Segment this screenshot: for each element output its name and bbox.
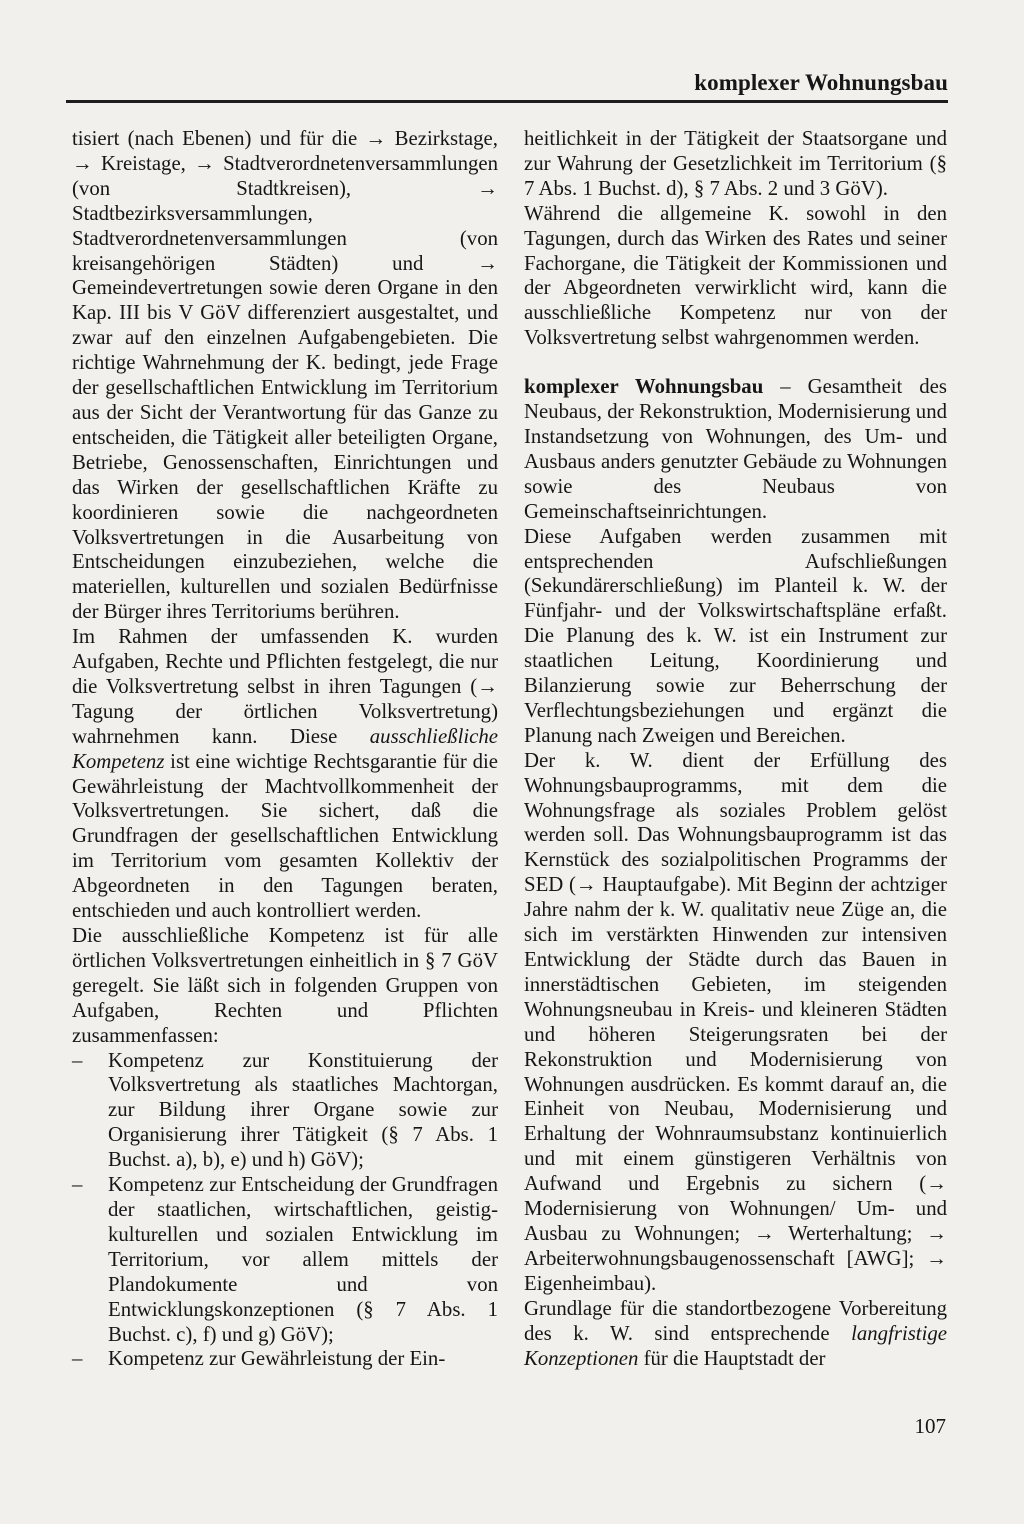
paragraph xyxy=(72,625,498,924)
list-item-text: Kompetenz zur Konstituierung der Volksvertretung als staatliches Machtorgan, zur Bildung ihrer Organe sowie zur Organisierung ihrer Tätigkeit (§ 7 Abs. 1 Buchst. a), b), e) und h) GöV); xyxy=(108,1048,498,1172)
text-run: für die Hauptstadt der xyxy=(638,1346,826,1370)
entry-term: komplexer Wohnungsbau xyxy=(524,375,764,399)
dictionary-entry xyxy=(524,375,947,524)
paragraph: tisiert (nach Ebenen) und für die → Bezirkstage, → Kreistage, → Stadtverordnetenversammlungen (von Stadtkreisen), → Stadtbezirksversammlungen, Stadtverordnetenversammlungen (von kreisangehörigen Städten) und → Gemeindevertretungen sowie deren Organe in den Kap. III bis V GöV differenziert ausgestaltet, und zwar auf den einzelnen Aufgabengebieten. Die richtige Wahrnehmung der K. bedingt, jede Frage der gesellschaftlichen Entwicklung im Territorium aus der Sicht der Verantwortung für das Ganze zu entscheiden, die Tätigkeit aller beteiligten Organe, Betriebe, Genossenschaften, Einrichtungen und das Wirken der gesellschaftlichen Kräfte zu koordinieren sowie die nachgeordneten Volksvertretungen in die Ausarbeitung von Entscheidungen einzubeziehen, welche die materiellen, kulturellen und sozialen Bedürfnisse der Bürger ihres Territoriums berühren. xyxy=(72,127,498,624)
page-header xyxy=(66,66,948,103)
list-item-text: Kompetenz zur Entscheidung der Grundfragen der staatlichen, wirtschaftlichen, geistig-kulturellen und sozialen Entwicklung im Territorium, vor allem mittels der Plandokumente und von Entwicklungskonzeptionen (§ 7 Abs. 1 Buchst. c), f) und g) GöV); xyxy=(108,1173,498,1346)
left-column xyxy=(72,127,498,1372)
dash-bullet: – xyxy=(72,1048,83,1072)
list-item xyxy=(72,1173,498,1347)
italic-term: ausschließliche Kompetenz xyxy=(72,724,498,773)
page-number: 107 xyxy=(914,1414,946,1438)
paragraph: Der k. W. dient der Erfüllung des Wohnungsbauprogramms, mit dem die Wohnungsfrage als soziales Problem gelöst werden soll. Das Wohnungsbauprogramm ist das Kernstück des sozialpolitischen Programms der SED (→ Hauptaufgabe). Mit Beginn der achtziger Jahre nahm der k. W. qualitativ neue Züge an, die sich im verstärkten Hinwenden zur intensiven Entwicklung der Städte durch das Bauen in innerstädtischen Gebieten, im steigenden Wohnungsneubau in Kreis- und kleineren Städten und höheren Steigerungsraten bei der Rekonstruktion und Modernisierung von Wohnungen ausdrücken. Es kommt darauf an, die Einheit von Neubau, Modernisierung und Erhaltung der Wohnraumsubstanz kontinuierlich und mit einem günstigeren Verhältnis von Aufwand und Ergebnis zu sichern (→ Modernisierung von Wohnungen/ Um- und Ausbau zu Wohnungen; → Werterhaltung; → Arbeiterwohnungsbaugenossenschaft [AWG]; → Eigenheimbau). xyxy=(524,748,947,1295)
paragraph: heitlichkeit in der Tätigkeit der Staatsorgane und zur Wahrung der Gesetzlichkeit im Territorium (§ 7 Abs. 1 Buchst. d), § 7 Abs. 2 und 3 GöV). xyxy=(524,127,947,200)
paragraph xyxy=(524,1297,947,1372)
running-head: komplexer Wohnungsbau xyxy=(694,70,948,95)
paragraph: Diese Aufgaben werden zusammen mit entsprechenden Aufschließungen (Sekundärerschließung) im Planteil k. W. der Fünfjahr- und der Volkswirtschaftspläne erfaßt. Die Planung des k. W. ist ein Instrument zur staatlichen Leitung, Koordinierung und Bilanzierung sowie zur Beherrschung der Verflechtungsbeziehungen und ergänzt die Planung nach Zweigen und Bereichen. xyxy=(524,524,947,747)
list-item xyxy=(72,1347,498,1372)
right-column xyxy=(524,127,947,1371)
entry-definition: – Gesamtheit des Neubaus, der Rekonstruktion, Modernisierung und Instandsetzung von Wohnungen, des Um- und Ausbaus anders genutzter Gebäude zu Wohnungen sowie des Neubaus von Gemeinschaftseinrichtungen. xyxy=(524,375,947,523)
paragraph: Während die allgemeine K. sowohl in den Tagungen, durch das Wirken des Rates und seiner Fachorgane, die Tätigkeit der Kommissionen und der Abgeordneten verwirklicht wird, kann die ausschließliche Kompetenz nur von der Volksvertretung selbst wahrgenommen werden. xyxy=(524,201,947,350)
paragraph: Die ausschließliche Kompetenz ist für alle örtlichen Volksvertretungen einheitlich in § 7 GöV geregelt. Sie läßt sich in folgenden Gruppen von Aufgaben, Rechten und Pflichten zusammenfassen: xyxy=(72,924,498,1047)
italic-term: langfristige Konzeptionen xyxy=(524,1321,947,1370)
list-item-text: Kompetenz zur Gewährleistung der Ein- xyxy=(108,1347,446,1371)
text-run: Im Rahmen der umfassenden K. wurden Aufgaben, Rechte und Pflichten festgelegt, die nur die Volksvertretung selbst in ihren Tagungen (→ Tagung der örtlichen Volksvertretung) wahrnehmen kann. Diese xyxy=(72,625,498,748)
text-run: Grundlage für die standortbezogene Vorbereitung des k. W. sind entsprechende xyxy=(524,1296,947,1345)
text-run: ist eine wichtige Rechtsgarantie für die Gewährleistung der Machtvollkommenheit der Volksvertretungen. Sie sichert, daß die Grundfragen der gesellschaftlichen Entwicklung im Territorium vom gesamten Kollektiv der Abgeordneten in den Tagungen beraten, entschieden und auch kontrolliert werden. xyxy=(72,749,498,923)
dash-bullet: – xyxy=(72,1173,83,1197)
list-item xyxy=(72,1049,498,1174)
dash-bullet: – xyxy=(72,1347,83,1371)
